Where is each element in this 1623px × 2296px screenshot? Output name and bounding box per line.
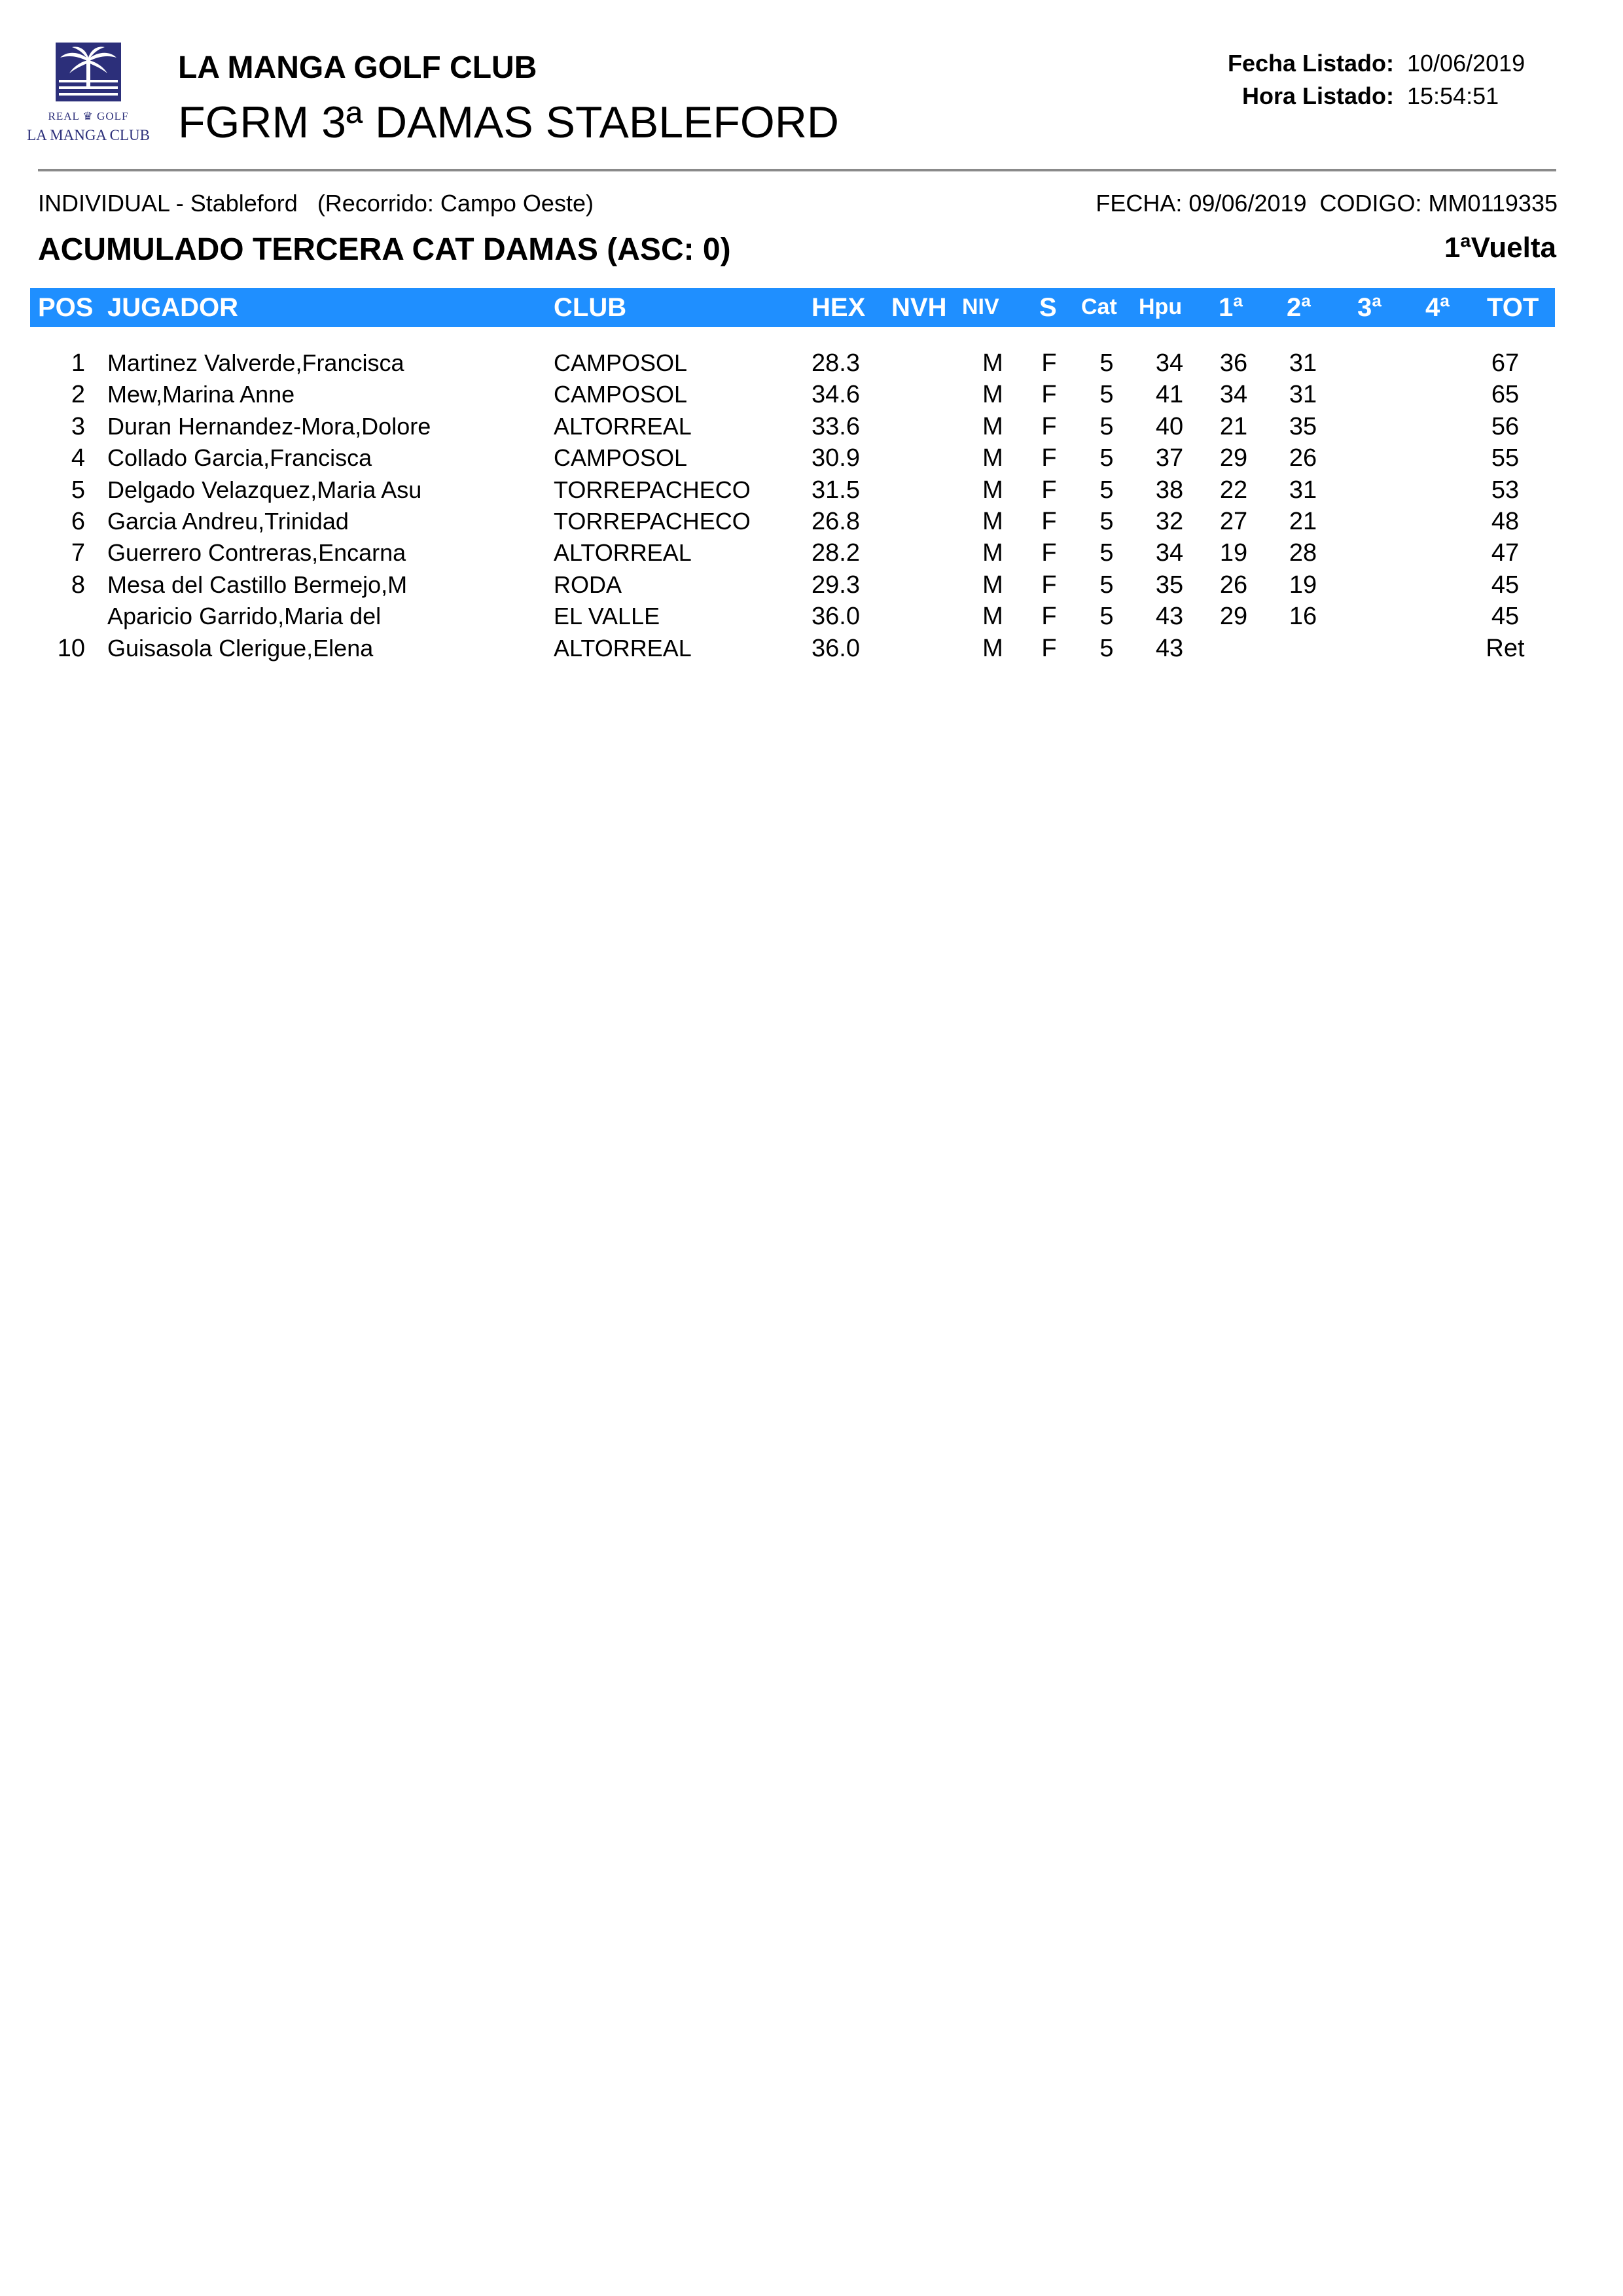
cell-hpu: 38 (1155, 476, 1184, 504)
cell-jugador: Mew,Marina Anne (107, 381, 295, 408)
cell-r2: 21 (1289, 508, 1317, 535)
cell-niv: M (982, 508, 1003, 535)
cell-s: F (1041, 412, 1057, 440)
cell-tot: Ret (1486, 634, 1525, 662)
cell-pos: 1 (71, 349, 85, 377)
cell-pos: 10 (57, 634, 85, 662)
round-label: 1ªVuelta (1444, 232, 1556, 264)
col-header-club: CLUB (554, 293, 627, 322)
cell-hex: 30.9 (812, 444, 860, 472)
cell-pos: 5 (71, 476, 85, 504)
cell-s: F (1041, 476, 1057, 504)
cell-r2: 31 (1289, 476, 1317, 504)
category-title: ACUMULADO TERCERA CAT DAMAS (ASC: 0) (38, 232, 731, 267)
cell-club: CAMPOSOL (554, 381, 688, 408)
col-header-pos: POS (38, 293, 94, 322)
fecha-listado-label: Fecha Listado: (1227, 50, 1394, 77)
cell-niv: M (982, 476, 1003, 504)
cell-hex: 34.6 (812, 381, 860, 409)
col-header-s: S (1039, 293, 1057, 322)
cell-hpu: 37 (1155, 444, 1184, 472)
cell-jugador: Guerrero Contreras,Encarna (107, 539, 406, 567)
cell-cat: 5 (1099, 381, 1114, 409)
cell-club: ALTORREAL (554, 539, 692, 567)
cell-hpu: 32 (1155, 508, 1184, 535)
cell-hex: 36.0 (812, 634, 860, 662)
cell-hex: 29.3 (812, 571, 860, 599)
cell-r1: 21 (1219, 412, 1248, 440)
cell-s: F (1041, 634, 1057, 662)
club-name: LA MANGA GOLF CLUB (178, 50, 537, 85)
cell-r1: 27 (1219, 508, 1248, 535)
cell-hpu: 43 (1155, 603, 1184, 631)
cell-s: F (1041, 571, 1057, 599)
cell-niv: M (982, 634, 1003, 662)
cell-hex: 28.2 (812, 539, 860, 567)
cell-club: TORREPACHECO (554, 508, 751, 535)
competition-format: INDIVIDUAL - Stableford (Recorrido: Campo Oeste) (38, 190, 594, 217)
cell-tot: 53 (1491, 476, 1520, 504)
cell-r2: 31 (1289, 381, 1317, 409)
cell-cat: 5 (1099, 349, 1114, 377)
cell-r2: 16 (1289, 603, 1317, 631)
cell-hpu: 43 (1155, 634, 1184, 662)
cell-tot: 47 (1491, 539, 1520, 567)
cell-r2: 28 (1289, 539, 1317, 567)
cell-s: F (1041, 444, 1057, 472)
cell-cat: 5 (1099, 412, 1114, 440)
cell-r1: 26 (1219, 571, 1248, 599)
cell-niv: M (982, 349, 1003, 377)
cell-tot: 67 (1491, 349, 1520, 377)
cell-cat: 5 (1099, 603, 1114, 631)
cell-hex: 36.0 (812, 603, 860, 631)
cell-club: CAMPOSOL (554, 444, 688, 472)
cell-niv: M (982, 539, 1003, 567)
cell-tot: 55 (1491, 444, 1520, 472)
cell-r1: 19 (1219, 539, 1248, 567)
cell-hpu: 34 (1155, 349, 1184, 377)
cell-niv: M (982, 444, 1003, 472)
cell-jugador: Aparicio Garrido,Maria del (107, 603, 382, 630)
fecha-listado-value: 10/06/2019 (1407, 50, 1525, 77)
cell-club: ALTORREAL (554, 634, 692, 662)
hora-listado-value: 15:54:51 (1407, 82, 1499, 109)
cell-r1: 34 (1219, 381, 1248, 409)
col-header-jugador: JUGADOR (107, 293, 239, 322)
cell-niv: M (982, 381, 1003, 409)
cell-r1: 29 (1219, 444, 1248, 472)
cell-club: ALTORREAL (554, 412, 692, 440)
cell-r2: 31 (1289, 349, 1317, 377)
cell-r2: 35 (1289, 412, 1317, 440)
cell-jugador: Guisasola Clerigue,Elena (107, 634, 374, 662)
cell-r1: 22 (1219, 476, 1248, 504)
cell-niv: M (982, 412, 1003, 440)
cell-pos: 4 (71, 444, 85, 472)
cell-tot: 65 (1491, 381, 1520, 409)
cell-s: F (1041, 349, 1057, 377)
cell-hex: 33.6 (812, 412, 860, 440)
table-header (30, 288, 1555, 327)
cell-s: F (1041, 381, 1057, 409)
cell-tot: 45 (1491, 571, 1520, 599)
tournament-title: FGRM 3ª DAMAS STABLEFORD (178, 97, 840, 147)
cell-jugador: Duran Hernandez-Mora,Dolore (107, 412, 431, 440)
cell-cat: 5 (1099, 444, 1114, 472)
cell-pos: 2 (71, 381, 85, 409)
col-header-cat: Cat (1081, 294, 1117, 319)
col-header-r2: 2ª (1287, 293, 1311, 322)
logo-text-top: REAL ♛ GOLF (48, 110, 129, 122)
cell-cat: 5 (1099, 539, 1114, 567)
cell-club: TORREPACHECO (554, 476, 751, 503)
col-header-niv: NIV (962, 294, 999, 319)
cell-hex: 31.5 (812, 476, 860, 504)
cell-jugador: Martinez Valverde,Francisca (107, 349, 404, 376)
col-header-r1: 1ª (1219, 293, 1243, 322)
cell-s: F (1041, 539, 1057, 567)
logo-text-bottom: LA MANGA CLUB (27, 127, 150, 143)
cell-r1: 36 (1219, 349, 1248, 377)
cell-tot: 56 (1491, 412, 1520, 440)
cell-jugador: Delgado Velazquez,Maria Asu (107, 476, 422, 503)
cell-hpu: 40 (1155, 412, 1184, 440)
cell-r1: 29 (1219, 603, 1248, 631)
fecha-codigo: FECHA: 09/06/2019 CODIGO: MM0119335 (1096, 190, 1558, 217)
cell-r2: 26 (1289, 444, 1317, 472)
cell-pos: 6 (71, 508, 85, 535)
cell-cat: 5 (1099, 634, 1114, 662)
col-header-hpu: Hpu (1139, 294, 1183, 319)
cell-hex: 26.8 (812, 508, 860, 535)
cell-pos: 8 (71, 571, 85, 599)
cell-cat: 5 (1099, 571, 1114, 599)
col-header-nvh: NVH (891, 293, 947, 322)
hora-listado-label: Hora Listado: (1241, 82, 1394, 109)
col-header-r4: 4ª (1425, 293, 1450, 322)
cell-hpu: 41 (1155, 381, 1184, 409)
cell-jugador: Collado Garcia,Francisca (107, 444, 372, 472)
cell-pos: 7 (71, 539, 85, 567)
cell-tot: 48 (1491, 508, 1520, 535)
cell-s: F (1041, 508, 1057, 535)
cell-s: F (1041, 603, 1057, 631)
cell-hpu: 34 (1155, 539, 1184, 567)
col-header-r3: 3ª (1357, 293, 1382, 322)
cell-r2: 19 (1289, 571, 1317, 599)
cell-jugador: Mesa del Castillo Bermejo,M (107, 571, 408, 598)
cell-cat: 5 (1099, 508, 1114, 535)
cell-jugador: Garcia Andreu,Trinidad (107, 508, 349, 535)
col-header-hex: HEX (812, 293, 866, 322)
cell-pos: 3 (71, 412, 85, 440)
cell-niv: M (982, 571, 1003, 599)
cell-club: CAMPOSOL (554, 349, 688, 376)
header-divider (38, 169, 1556, 171)
col-header-tot: TOT (1487, 293, 1539, 322)
cell-club: RODA (554, 571, 622, 598)
cell-hex: 28.3 (812, 349, 860, 377)
cell-niv: M (982, 603, 1003, 631)
cell-club: EL VALLE (554, 603, 660, 630)
cell-tot: 45 (1491, 603, 1520, 631)
cell-hpu: 35 (1155, 571, 1184, 599)
cell-cat: 5 (1099, 476, 1114, 504)
